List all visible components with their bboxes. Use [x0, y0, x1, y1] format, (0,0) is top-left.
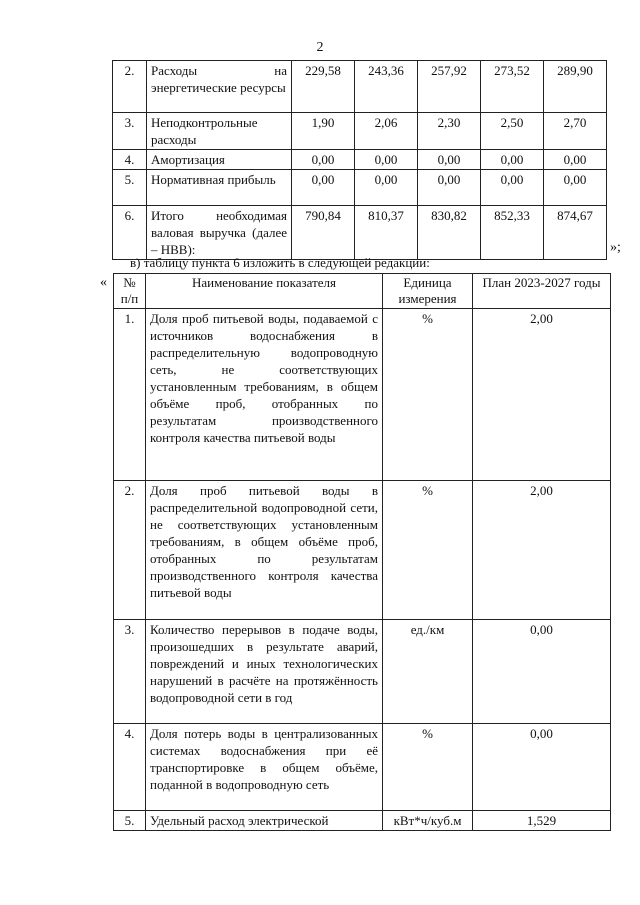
table-row: [114, 724, 611, 811]
value-cell: 2,30: [418, 113, 481, 150]
plan-value: 0,00: [473, 620, 611, 724]
table-row: [113, 150, 607, 170]
value-cell: 0,00: [355, 150, 418, 170]
value-cell: 0,00: [418, 150, 481, 170]
amendment-instruction: в) таблицу пункта 6 изложить в следующей редакции:: [130, 255, 430, 270]
table-row: [113, 206, 607, 260]
row-number: 2.: [114, 481, 146, 620]
value-cell: 0,00: [355, 170, 418, 206]
indicators-table: [113, 273, 611, 831]
value-cell: 289,90: [544, 61, 607, 113]
value-cell: 2,06: [355, 113, 418, 150]
header-unit: Единица измерения: [383, 274, 473, 309]
row-number: 1.: [114, 309, 146, 481]
table-row: [113, 113, 607, 150]
value-cell: 0,00: [544, 150, 607, 170]
closing-quote: »;: [610, 240, 621, 255]
row-number: 2.: [113, 61, 147, 113]
value-cell: 0,00: [292, 170, 355, 206]
value-cell: 229,58: [292, 61, 355, 113]
plan-value: 2,00: [473, 309, 611, 481]
indicator-name: Неподконтрольные расходы: [147, 113, 292, 150]
unit-cell: %: [383, 309, 473, 481]
header-row: [114, 274, 611, 309]
opening-quote: «: [100, 275, 107, 290]
indicator-name: Нормативная прибыль: [147, 170, 292, 206]
value-cell: 1,90: [292, 113, 355, 150]
indicator-name: Доля проб питьевой воды в распределительной водопроводной сети, не соответствующих установленным требованиям, в общем объёме проб, отобранных по результатам производственного контроля качества питьевой воды: [146, 481, 383, 620]
header-plan: План 2023-2027 годы: [473, 274, 611, 309]
value-cell: 790,84: [292, 206, 355, 260]
page-number: 2: [316, 40, 324, 55]
indicator-name: Итого необходимая валовая выручка (далее – НВВ):: [147, 206, 292, 260]
row-number: 5.: [114, 811, 146, 831]
value-cell: 2,70: [544, 113, 607, 150]
unit-cell: %: [383, 481, 473, 620]
value-cell: 0,00: [418, 170, 481, 206]
value-cell: 0,00: [481, 170, 544, 206]
header-name: Наименование показателя: [146, 274, 383, 309]
plan-value: 1,529: [473, 811, 611, 831]
value-cell: 810,37: [355, 206, 418, 260]
value-cell: 2,50: [481, 113, 544, 150]
plan-value: 2,00: [473, 481, 611, 620]
row-number: 4.: [114, 724, 146, 811]
value-cell: 830,82: [418, 206, 481, 260]
value-cell: 0,00: [481, 150, 544, 170]
value-cell: 0,00: [544, 170, 607, 206]
row-number: 4.: [113, 150, 147, 170]
value-cell: 273,52: [481, 61, 544, 113]
row-number: 3.: [113, 113, 147, 150]
table-row: [114, 309, 611, 481]
table-row: [113, 170, 607, 206]
table-row: [114, 620, 611, 724]
value-cell: 243,36: [355, 61, 418, 113]
indicator-name: Количество перерывов в подаче воды, произошедших в результате аварий, повреждений и иных технологических нарушений в расчёте на протяжённость водопроводной сети в год: [146, 620, 383, 724]
row-number: 5.: [113, 170, 147, 206]
unit-cell: ед./км: [383, 620, 473, 724]
indicator-name: Расходы на энергетические ресурсы: [147, 61, 292, 113]
row-number: 6.: [113, 206, 147, 260]
indicator-name: Амортизация: [147, 150, 292, 170]
indicator-name: Удельный расход электрической: [146, 811, 383, 831]
unit-cell: кВт*ч/куб.м: [383, 811, 473, 831]
unit-cell: %: [383, 724, 473, 811]
value-cell: 257,92: [418, 61, 481, 113]
table-row: [113, 61, 607, 113]
indicator-name: Доля проб питьевой воды, подаваемой с источников водоснабжения в распределительную водопроводную сеть, не соответствующих установленным требованиям, в общем объёме проб, отобранных по результатам производственного контроля качества питьевой воды: [146, 309, 383, 481]
row-number: 3.: [114, 620, 146, 724]
value-cell: 0,00: [292, 150, 355, 170]
value-cell: 852,33: [481, 206, 544, 260]
value-cell: 874,67: [544, 206, 607, 260]
plan-value: 0,00: [473, 724, 611, 811]
header-num: № п/п: [114, 274, 146, 309]
table-row: [114, 481, 611, 620]
indicator-name: Доля потерь воды в централизованных системах водоснабжения при её транспортировке в общем объёме, поданной в водопроводную сеть: [146, 724, 383, 811]
expenses-table: [112, 60, 607, 260]
table-row: [114, 811, 611, 831]
